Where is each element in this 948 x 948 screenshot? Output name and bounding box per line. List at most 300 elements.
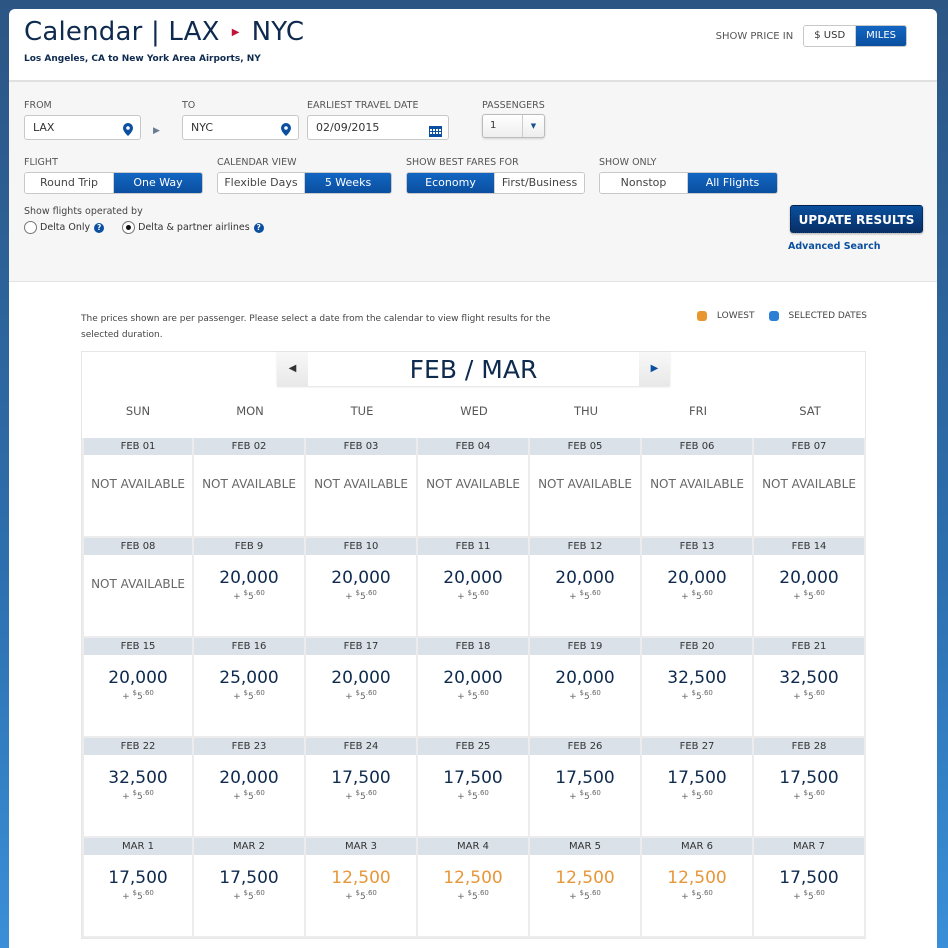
from-input[interactable] (24, 115, 141, 140)
day-date: MAR 2 (194, 838, 304, 855)
price-unit-toggle (716, 25, 907, 47)
route-arrow-icon: ▶ (231, 26, 240, 38)
flight-label: FLIGHT (24, 157, 58, 168)
economy-option[interactable]: Economy (407, 173, 495, 193)
day-date: FEB 22 (84, 738, 192, 755)
day-date: FEB 02 (194, 438, 304, 455)
tax-prefix: + (793, 692, 804, 702)
legend-lowest (697, 311, 755, 321)
tax-prefix: + (233, 792, 244, 802)
day-date: FEB 12 (530, 538, 640, 555)
tax-cents: .60 (253, 889, 265, 897)
prev-month-button[interactable]: ◀ (277, 352, 308, 386)
tax-currency: $ (803, 889, 808, 897)
calendar-day-cell[interactable] (530, 738, 642, 838)
day-date: FEB 08 (84, 538, 192, 555)
tax-currency: $ (691, 889, 696, 897)
day-date: MAR 1 (84, 838, 192, 855)
tax-whole: 5 (808, 592, 814, 602)
passengers-select[interactable] (482, 114, 545, 138)
tax-prefix: + (569, 892, 580, 902)
miles-price: 17,500 (443, 768, 503, 788)
tax-currency: $ (467, 689, 472, 697)
day-date: FEB 07 (754, 438, 864, 455)
flight-type-toggle (24, 172, 203, 194)
tax-cents: .60 (701, 889, 713, 897)
tax-whole: 5 (808, 892, 814, 902)
miles-price: 17,500 (108, 868, 168, 888)
miles-price: 20,000 (443, 668, 503, 688)
day-date: FEB 23 (194, 738, 304, 755)
calendar-day-cell[interactable] (530, 838, 642, 938)
tax-prefix: + (345, 592, 356, 602)
tax-currency: $ (132, 789, 137, 797)
tax-amount (306, 788, 416, 802)
tax-cents: .60 (813, 789, 825, 797)
calendar-week-row (82, 838, 867, 938)
not-available-label: NOT AVAILABLE (314, 477, 408, 491)
not-available-label: NOT AVAILABLE (538, 477, 632, 491)
tax-currency: $ (467, 889, 472, 897)
not-available-label: NOT AVAILABLE (650, 477, 744, 491)
miles-price: 17,500 (667, 768, 727, 788)
tax-currency: $ (803, 689, 808, 697)
day-date: MAR 3 (306, 838, 416, 855)
weekday-thu: THU (573, 404, 599, 418)
tax-prefix: + (122, 792, 133, 802)
tax-amount (194, 588, 304, 602)
legend-selected-label: SELECTED DATES (788, 311, 867, 321)
tax-prefix: + (457, 592, 468, 602)
tax-amount (418, 788, 528, 802)
tax-prefix: + (793, 592, 804, 602)
travel-date-input[interactable] (307, 115, 449, 140)
price-note: The prices shown are per passenger. Please select a date from the calendar to view flight results for the selected duration. (81, 314, 551, 340)
tax-currency: $ (691, 689, 696, 697)
calendar-view-toggle (217, 172, 392, 194)
tax-prefix: + (569, 792, 580, 802)
tax-prefix: + (345, 792, 356, 802)
tax-cents: .60 (142, 789, 154, 797)
tax-amount (642, 788, 752, 802)
tax-cents: .60 (589, 589, 601, 597)
all-flights-option[interactable]: All Flights (688, 173, 777, 193)
tax-whole: 5 (472, 592, 478, 602)
day-date: MAR 5 (530, 838, 640, 855)
miles-price: 20,000 (108, 668, 168, 688)
tax-whole: 5 (584, 892, 590, 902)
calendar-day-cell[interactable] (306, 738, 418, 838)
day-date: FEB 9 (194, 538, 304, 555)
main-panel (9, 9, 937, 948)
tax-currency: $ (691, 589, 696, 597)
tax-cents: .60 (477, 889, 489, 897)
tax-prefix: + (681, 792, 692, 802)
calendar-day-cell[interactable] (194, 738, 306, 838)
month-label: FEB / MAR (308, 352, 639, 386)
day-date: FEB 14 (754, 538, 864, 555)
miles-price: 12,500 (555, 868, 615, 888)
calendar-day-cell[interactable] (306, 638, 418, 738)
tax-amount (754, 888, 864, 902)
calendar-day-cell[interactable] (754, 838, 866, 938)
legend (683, 311, 867, 321)
update-results-button[interactable]: UPDATE RESULTS (790, 205, 923, 233)
month-navigator (277, 352, 670, 386)
calendar-day-cell (82, 538, 194, 638)
tax-prefix: + (457, 792, 468, 802)
calendar-day-cell[interactable] (306, 538, 418, 638)
day-date: MAR 6 (642, 838, 752, 855)
location-pin-icon[interactable] (280, 121, 292, 144)
next-month-button[interactable]: ▶ (639, 352, 670, 386)
calendar-day-cell (306, 438, 418, 538)
weekday-header (82, 404, 867, 418)
from-value: LAX (33, 121, 55, 134)
calendar-week-row (82, 538, 867, 638)
tax-amount (418, 888, 528, 902)
tax-prefix: + (345, 692, 356, 702)
tax-whole: 5 (360, 792, 366, 802)
day-date: FEB 27 (642, 738, 752, 755)
tax-whole: 5 (137, 792, 143, 802)
round-trip-option[interactable]: Round Trip (25, 173, 114, 193)
title-origin: Calendar | LAX (24, 17, 220, 47)
tax-prefix: + (122, 692, 133, 702)
tax-whole: 5 (696, 892, 702, 902)
flexible-days-option[interactable]: Flexible Days (218, 173, 305, 193)
page-header (9, 9, 937, 82)
tax-amount (754, 688, 864, 702)
miles-price: 32,500 (667, 668, 727, 688)
calendar-week-row (82, 638, 867, 738)
tax-cents: .60 (365, 689, 377, 697)
calendar-day-cell[interactable] (642, 838, 754, 938)
calendar-day-cell (530, 438, 642, 538)
tax-amount (642, 688, 752, 702)
help-icon[interactable]: ? (254, 223, 264, 233)
tax-currency: $ (243, 689, 248, 697)
day-date: FEB 25 (418, 738, 528, 755)
stops-toggle (599, 172, 778, 194)
miles-price: 17,500 (779, 768, 839, 788)
tax-amount (194, 888, 304, 902)
miles-price: 20,000 (555, 668, 615, 688)
blue-dot-icon (769, 311, 779, 321)
tax-amount (642, 888, 752, 902)
tax-cents: .60 (477, 789, 489, 797)
tax-amount (642, 588, 752, 602)
tax-amount (306, 888, 416, 902)
miles-option[interactable]: MILES (856, 26, 906, 46)
day-date: FEB 26 (530, 738, 640, 755)
tax-amount (418, 688, 528, 702)
calendar-day-cell (754, 438, 866, 538)
not-available-label: NOT AVAILABLE (426, 477, 520, 491)
tax-currency: $ (355, 689, 360, 697)
tax-whole: 5 (137, 692, 143, 702)
day-date: FEB 18 (418, 638, 528, 655)
calendar-week-row (82, 738, 867, 838)
day-date: FEB 11 (418, 538, 528, 555)
one-way-option[interactable]: One Way (114, 173, 202, 193)
tax-amount (84, 888, 192, 902)
tax-cents: .60 (365, 789, 377, 797)
page-title (24, 17, 304, 47)
to-value: NYC (191, 121, 214, 134)
tax-currency: $ (579, 589, 584, 597)
tax-currency: $ (132, 689, 137, 697)
not-available-label: NOT AVAILABLE (91, 577, 185, 591)
miles-price: 20,000 (219, 768, 279, 788)
tax-whole: 5 (696, 692, 702, 702)
tax-currency: $ (803, 589, 808, 597)
day-date: FEB 21 (754, 638, 864, 655)
tax-whole: 5 (360, 892, 366, 902)
miles-price: 20,000 (331, 568, 391, 588)
weekday-sat: SAT (799, 404, 821, 418)
calendar-day-cell[interactable] (306, 838, 418, 938)
tax-prefix: + (122, 892, 133, 902)
tax-whole: 5 (472, 792, 478, 802)
tax-prefix: + (569, 692, 580, 702)
fare-class-toggle (406, 172, 585, 194)
miles-price: 20,000 (667, 568, 727, 588)
miles-price: 12,500 (443, 868, 503, 888)
calendar-day-cell[interactable] (418, 738, 530, 838)
tax-currency: $ (579, 789, 584, 797)
search-form (9, 82, 937, 282)
calendar-day-cell[interactable] (194, 538, 306, 638)
tax-amount (84, 688, 192, 702)
tax-prefix: + (233, 892, 244, 902)
tax-whole: 5 (472, 892, 478, 902)
fare-calendar (81, 351, 866, 939)
day-date: FEB 19 (530, 638, 640, 655)
delta-partner-label[interactable]: Delta & partner airlines (138, 222, 250, 233)
calendar-day-cell (642, 438, 754, 538)
miles-price: 20,000 (219, 568, 279, 588)
tax-whole: 5 (248, 792, 254, 802)
calendar-day-cell[interactable] (82, 638, 194, 738)
tax-cents: .60 (813, 589, 825, 597)
tax-cents: .60 (589, 789, 601, 797)
first-business-option[interactable]: First/Business (495, 173, 584, 193)
travel-date-label: EARLIEST TRAVEL DATE (307, 100, 419, 111)
day-date: MAR 4 (418, 838, 528, 855)
calendar-day-cell[interactable] (418, 838, 530, 938)
from-label: FROM (24, 100, 52, 111)
chevron-down-icon[interactable]: ▼ (522, 115, 544, 137)
miles-price: 12,500 (667, 868, 727, 888)
tax-currency: $ (355, 889, 360, 897)
calendar-day-cell[interactable] (82, 838, 194, 938)
tax-cents: .60 (253, 789, 265, 797)
title-destination: NYC (251, 17, 305, 47)
weekday-tue: TUE (350, 404, 374, 418)
calendar-day-cell[interactable] (754, 638, 866, 738)
tax-cents: .60 (477, 589, 489, 597)
calendar-day-cell[interactable] (418, 638, 530, 738)
nonstop-option[interactable]: Nonstop (600, 173, 688, 193)
not-available-label: NOT AVAILABLE (762, 477, 856, 491)
tax-prefix: + (345, 892, 356, 902)
calendar-day-cell (82, 438, 194, 538)
usd-option[interactable]: $ USD (804, 26, 856, 46)
day-date: FEB 05 (530, 438, 640, 455)
day-date: FEB 03 (306, 438, 416, 455)
tax-cents: .60 (365, 889, 377, 897)
day-date: FEB 01 (84, 438, 192, 455)
calendar-day-cell[interactable] (642, 638, 754, 738)
five-weeks-option[interactable]: 5 Weeks (305, 173, 391, 193)
weekday-sun: SUN (125, 404, 151, 418)
delta-only-label[interactable]: Delta Only (40, 222, 91, 233)
tax-currency: $ (243, 889, 248, 897)
tax-whole: 5 (137, 892, 143, 902)
location-pin-icon[interactable] (122, 121, 134, 144)
to-input[interactable] (182, 115, 299, 140)
legend-lowest-label: LOWEST (716, 311, 755, 321)
tax-amount (306, 688, 416, 702)
tax-amount (530, 788, 640, 802)
calendar-day-cell[interactable] (530, 538, 642, 638)
miles-price: 20,000 (331, 668, 391, 688)
tax-prefix: + (681, 892, 692, 902)
tax-cents: .60 (813, 689, 825, 697)
delta-only-radio[interactable] (24, 221, 37, 234)
day-date: FEB 28 (754, 738, 864, 755)
weekday-mon: MON (236, 404, 264, 418)
tax-cents: .60 (142, 889, 154, 897)
not-available-label: NOT AVAILABLE (91, 477, 185, 491)
weekday-fri: FRI (689, 404, 707, 418)
miles-price: 17,500 (555, 768, 615, 788)
tax-cents: .60 (253, 589, 265, 597)
tax-prefix: + (457, 892, 468, 902)
tax-prefix: + (793, 892, 804, 902)
travel-date-value: 02/09/2015 (316, 121, 380, 134)
tax-cents: .60 (589, 689, 601, 697)
tax-prefix: + (681, 692, 692, 702)
day-date: FEB 10 (306, 538, 416, 555)
tax-prefix: + (233, 592, 244, 602)
miles-price: 32,500 (779, 668, 839, 688)
tax-whole: 5 (248, 692, 254, 702)
miles-price: 17,500 (219, 868, 279, 888)
miles-price: 32,500 (108, 768, 168, 788)
advanced-search-link[interactable]: Advanced Search (788, 241, 881, 252)
delta-partner-radio[interactable] (122, 221, 135, 234)
help-icon[interactable]: ? (94, 223, 104, 233)
tax-whole: 5 (360, 692, 366, 702)
orange-dot-icon (697, 311, 707, 321)
legend-selected (769, 311, 868, 321)
tax-whole: 5 (808, 692, 814, 702)
best-fares-label: SHOW BEST FARES FOR (406, 157, 519, 168)
calendar-day-cell[interactable] (530, 638, 642, 738)
tax-whole: 5 (472, 692, 478, 702)
tax-cents: .60 (701, 589, 713, 597)
tax-prefix: + (233, 692, 244, 702)
tax-currency: $ (579, 889, 584, 897)
tax-currency: $ (243, 789, 248, 797)
calendar-icon[interactable] (429, 122, 442, 145)
day-date: FEB 13 (642, 538, 752, 555)
tax-amount (754, 788, 864, 802)
tax-prefix: + (793, 792, 804, 802)
calendar-day-cell[interactable] (194, 838, 306, 938)
miles-price: 20,000 (443, 568, 503, 588)
tax-whole: 5 (696, 592, 702, 602)
tax-currency: $ (691, 789, 696, 797)
tax-amount (530, 588, 640, 602)
operated-by-radios (24, 221, 282, 234)
price-unit-segment (803, 25, 907, 47)
tax-amount (754, 588, 864, 602)
tax-prefix: + (457, 692, 468, 702)
miles-price: 12,500 (331, 868, 391, 888)
tax-whole: 5 (584, 792, 590, 802)
day-date: FEB 06 (642, 438, 752, 455)
tax-currency: $ (355, 589, 360, 597)
miles-price: 17,500 (779, 868, 839, 888)
tax-whole: 5 (808, 792, 814, 802)
tax-amount (530, 688, 640, 702)
tax-amount (84, 788, 192, 802)
tax-prefix: + (569, 592, 580, 602)
day-date: FEB 15 (84, 638, 192, 655)
tax-cents: .60 (365, 589, 377, 597)
to-label: TO (182, 100, 196, 111)
calendar-day-cell[interactable] (194, 638, 306, 738)
day-date: FEB 24 (306, 738, 416, 755)
tax-whole: 5 (584, 592, 590, 602)
miles-price: 25,000 (219, 668, 279, 688)
tax-currency: $ (579, 689, 584, 697)
day-date: FEB 20 (642, 638, 752, 655)
calendar-day-cell (194, 438, 306, 538)
tax-currency: $ (803, 789, 808, 797)
tax-whole: 5 (248, 892, 254, 902)
tax-prefix: + (681, 592, 692, 602)
tax-amount (194, 788, 304, 802)
tax-cents: .60 (589, 889, 601, 897)
calendar-day-cell[interactable] (642, 738, 754, 838)
passengers-value: 1 (490, 120, 497, 131)
calendar-day-cell[interactable] (754, 738, 866, 838)
tax-whole: 5 (360, 592, 366, 602)
tax-currency: $ (132, 889, 137, 897)
day-date: FEB 16 (194, 638, 304, 655)
day-date: FEB 17 (306, 638, 416, 655)
calendar-day-cell[interactable] (754, 538, 866, 638)
weekday-wed: WED (460, 404, 488, 418)
tax-cents: .60 (477, 689, 489, 697)
tax-cents: .60 (701, 689, 713, 697)
calendar-day-cell[interactable] (82, 738, 194, 838)
calendar-day-cell[interactable] (418, 538, 530, 638)
miles-price: 20,000 (555, 568, 615, 588)
calendar-day-cell[interactable] (642, 538, 754, 638)
tax-currency: $ (355, 789, 360, 797)
tax-currency: $ (467, 789, 472, 797)
show-only-label: SHOW ONLY (599, 157, 657, 168)
operated-by-label: Show flights operated by (24, 206, 143, 217)
passengers-label: PASSENGERS (482, 100, 545, 111)
day-date: MAR 7 (754, 838, 864, 855)
tax-amount (530, 888, 640, 902)
